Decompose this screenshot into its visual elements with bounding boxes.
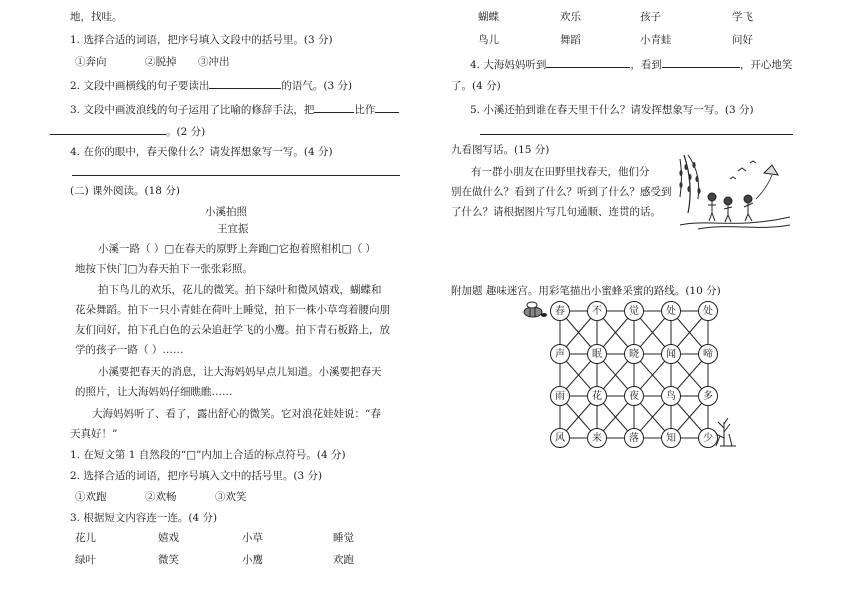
maze-node[interactable]: 声 — [550, 344, 570, 364]
reading-question-4 — [470, 56, 792, 72]
match-word: 问好 — [732, 34, 753, 46]
maze-node[interactable]: 来 — [587, 428, 607, 448]
section-2-heading: (二) 课外阅读。(18 分) — [70, 185, 180, 197]
rq4-text-a: 4. 大海妈妈听到 — [470, 59, 547, 71]
passage-tail: 地，找哇。 — [70, 11, 123, 23]
picture-prompt-line: 有一群小朋友在田野里找春天，他们分 — [471, 166, 650, 178]
match-word: 孩子 — [640, 11, 661, 23]
story-line: 的照片，让大海妈妈仔细瞧瞧…… — [75, 386, 233, 398]
story-line: 小溪一路（ ）□在春天的原野上奔跑□它抱着照相机□（ ） — [98, 243, 376, 255]
maze-node[interactable]: 花 — [587, 386, 607, 406]
match-word: 微笑 — [158, 554, 179, 566]
rq2-option-3: ③欢笑 — [215, 491, 247, 503]
rq2-option-1: ①欢跑 — [75, 491, 107, 503]
maze-node[interactable]: 晓 — [624, 344, 644, 364]
match-word: 花儿 — [75, 532, 96, 544]
flower-icon — [716, 418, 736, 446]
maze-node[interactable]: 闻 — [661, 344, 681, 364]
question-2 — [70, 77, 352, 93]
q1-option-1: ①奔向 — [75, 56, 107, 68]
question-3 — [70, 101, 399, 117]
maze-node[interactable]: 啼 — [698, 344, 718, 364]
match-word: 蝴蝶 — [478, 11, 499, 23]
question-3-cont — [50, 123, 205, 139]
reading-question-3: 3. 根据短文内容连一连。(4 分) — [70, 512, 218, 524]
question-4: 4. 在你的眼中，春天像什么？请发挥想象写一写。(4 分) — [70, 146, 333, 158]
reading-question-5: 5. 小溪还拍到谁在春天里干什么？请发挥想象写一写。(3 分) — [470, 104, 754, 116]
maze-node[interactable]: 觉 — [624, 301, 644, 321]
q3-text-end: 。(2 分) — [166, 126, 206, 138]
story-line: 地按下快门□为春天拍下一张张彩照。 — [75, 263, 253, 275]
maze-node[interactable]: 少 — [698, 428, 718, 448]
spring-field-illustration — [678, 153, 793, 233]
maze-node[interactable]: 眠 — [587, 344, 607, 364]
maze-node[interactable]: 处 — [698, 301, 718, 321]
match-word: 欢乐 — [560, 11, 581, 23]
rq4-text-b: ，看到 — [630, 59, 662, 71]
maze-node[interactable]: 处 — [661, 301, 681, 321]
maze-node[interactable]: 不 — [587, 301, 607, 321]
rq4-text-c: ，开心地笑 — [739, 59, 793, 71]
maze-node[interactable]: 夜 — [624, 386, 644, 406]
q1-option-3: ③冲出 — [198, 56, 230, 68]
match-word: 舞蹈 — [560, 34, 581, 46]
q2-text-before: 2. 文段中画横线的句子要读出 — [70, 80, 210, 92]
story-line: 拍下鸟儿的欢乐，花儿的微笑。拍下绿叶和微风嬉戏，蝴蝶和 — [98, 284, 382, 296]
rq2-option-2: ②欢畅 — [145, 491, 177, 503]
rq4-continuation: 了。(4 分) — [451, 80, 501, 92]
match-word: 嬉戏 — [158, 532, 179, 544]
rq4-blank-2[interactable] — [662, 56, 740, 68]
story-line: 学的孩子一路（ ）…… — [75, 344, 184, 356]
story-line: 花朵舞蹈。拍下一只小青蛙在荷叶上睡觉，拍下一株小草弯着腰向朋 — [75, 304, 390, 316]
section-9-heading: 九看图写话。(15 分) — [451, 144, 550, 156]
rq4-blank-1[interactable] — [546, 56, 630, 68]
bonus-heading: 附加题 趣味迷宫。用彩笔描出小蜜蜂采蜜的路线。(10 分) — [451, 285, 721, 297]
match-word: 小草 — [242, 532, 263, 544]
maze-node[interactable]: 多 — [698, 386, 718, 406]
maze-node[interactable]: 春 — [550, 301, 570, 321]
match-word: 睡觉 — [333, 532, 354, 544]
q3-blank-2[interactable] — [375, 101, 399, 113]
maze-node[interactable]: 落 — [624, 428, 644, 448]
match-word: 小青蛙 — [640, 34, 672, 46]
match-word: 欢跑 — [333, 554, 354, 566]
story-line: 天真好！” — [70, 428, 118, 440]
rq5-answer-line[interactable] — [480, 134, 793, 135]
picture-prompt-line: 了什么？请根据图片写几句通顺、连贯的话。 — [451, 206, 661, 218]
reading-question-2: 2. 选择合适的词语，把序号填入文中的括号里。(3 分) — [70, 470, 323, 482]
q3-text-before: 3. 文段中画波浪线的句子运用了比喻的修辞手法，把 — [70, 104, 315, 116]
match-word: 学飞 — [732, 11, 753, 23]
match-word: 小鹰 — [242, 554, 263, 566]
reading-question-1: 1. 在短文第 1 自然段的“□”内加上合适的标点符号。(4 分) — [70, 449, 346, 461]
story-line: 小溪要把春天的消息，让大海妈妈早点儿知道。小溪要把春天 — [98, 366, 382, 378]
story-line: 大海妈妈听了、看了，露出舒心的微笑。它对浪花娃娃说：“春 — [92, 408, 381, 420]
story-author: 王宜振 — [217, 223, 249, 235]
maze[interactable] — [520, 300, 745, 450]
maze-node[interactable]: 风 — [550, 428, 570, 448]
story-title: 小溪拍照 — [205, 206, 247, 218]
picture-prompt-line: 别在做什么？看到了什么？听到了什么？感受到 — [451, 186, 672, 198]
question-1: 1. 选择合适的词语，把序号填入文段中的括号里。(3 分) — [70, 34, 333, 46]
q3-text-mid: 比作 — [354, 104, 376, 116]
maze-node[interactable]: 鸟 — [661, 386, 681, 406]
match-word: 鸟儿 — [478, 34, 499, 46]
q2-answer-blank[interactable] — [209, 77, 281, 89]
q4-answer-line[interactable] — [72, 175, 400, 176]
q3-blank-3[interactable] — [50, 123, 166, 135]
q3-blank-1[interactable] — [314, 101, 354, 113]
q1-option-2: ②脱掉 — [145, 56, 177, 68]
story-line: 友们问好，拍下孔白色的云朵追赶学飞的小鹰。拍下青石板路上，放 — [75, 324, 390, 336]
bee-icon — [524, 302, 547, 317]
q2-text-after: 的语气。(3 分) — [281, 80, 353, 92]
maze-node[interactable]: 雨 — [550, 386, 570, 406]
match-word: 绿叶 — [75, 554, 96, 566]
maze-node[interactable]: 知 — [661, 428, 681, 448]
